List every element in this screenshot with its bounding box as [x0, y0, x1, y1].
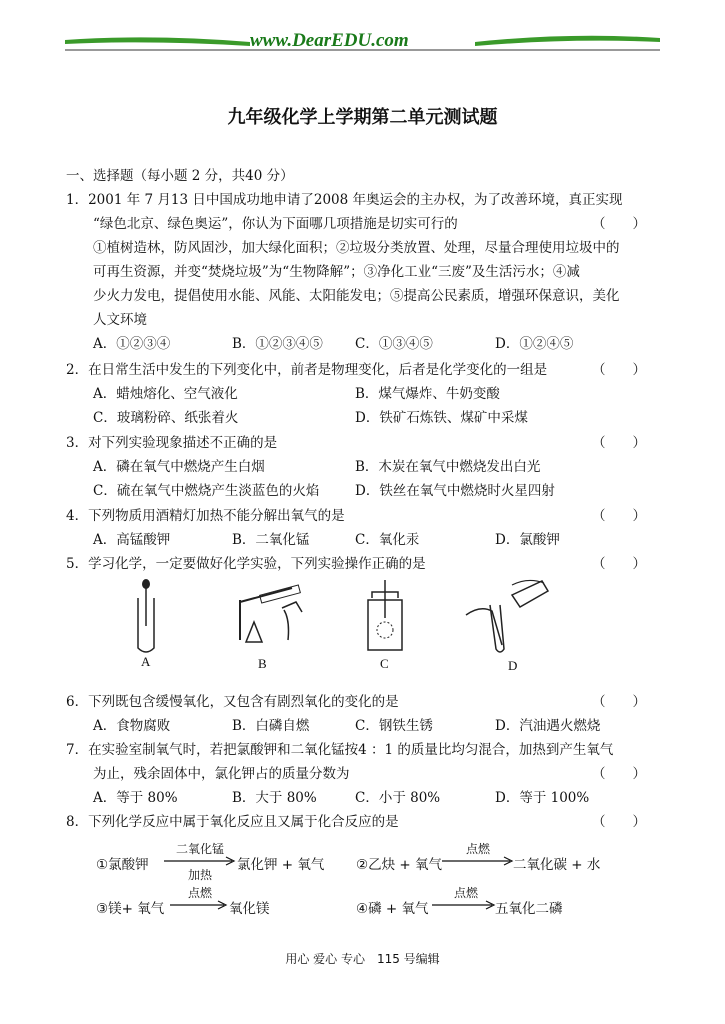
option-c: C．①③④⑤	[355, 336, 433, 352]
q7-line: 7．在实验室制氧气时，若把氯酸钾和二氧化锰按4 ：1 的质量比均匀混合，加热到产生氧气	[66, 742, 614, 758]
reaction-1-products: 氯化钾 + 氧气	[237, 857, 325, 873]
q1-line: ①植树造林，防风固沙，加大绿化面积；②垃圾分类放置、处理，尽量合理使用垃圾中的	[93, 240, 620, 256]
answer-blank: （ ）	[592, 362, 646, 378]
option-d: D．铁丝在氧气中燃烧时火星四射	[355, 483, 555, 499]
option-c: C．玻璃粉碎、纸张着火	[93, 410, 239, 426]
option-b: B．白磷自燃	[232, 718, 310, 734]
option-b: B．木炭在氧气中燃烧发出白光	[355, 459, 541, 475]
figure-label: A	[141, 654, 151, 669]
option-d: D．①②④⑤	[495, 336, 574, 352]
figure-b-heating-illustration	[232, 580, 312, 650]
figure-label: C	[380, 656, 389, 671]
reaction-3-products: 氧化镁	[229, 901, 270, 917]
option-c: C．小于 80%	[355, 790, 441, 806]
option-c: C．钢铁生锈	[355, 718, 433, 734]
figure-d-pouring-illustration	[462, 575, 552, 655]
option-b: B．①②③④⑤	[232, 336, 323, 352]
reaction-2-products: 二氧化碳 + 水	[513, 857, 601, 873]
section-heading: 一、选择题（每小题 2 分，共40 分）	[66, 168, 294, 184]
reaction-1-reactants: ①氯酸钾	[96, 857, 149, 873]
reaction-arrow-icon	[442, 856, 514, 866]
q6-stem: 6．下列既包含缓慢氧化，又包含有剧烈氧化的变化的是	[66, 694, 399, 710]
option-d: D．汽油遇火燃烧	[495, 718, 601, 734]
q1-line: “绿色北京、绿色奥运”，你认为下面哪几项措施是切实可行的	[93, 216, 458, 232]
reaction-2-condition-top: 点燃	[465, 842, 490, 856]
option-c: C．氧化汞	[355, 532, 420, 548]
option-d: D．铁矿石炼铁、煤矿中采煤	[355, 410, 528, 426]
option-a: A．等于 80%	[93, 790, 178, 806]
reaction-3-condition-top: 点燃	[187, 886, 212, 900]
option-a: A．食物腐败	[93, 718, 171, 734]
q3-stem: 3．对下列实验现象描述不正确的是	[66, 435, 278, 451]
figure-a-dropper-illustration	[128, 578, 164, 656]
answer-blank: （ ）	[592, 556, 646, 572]
option-b: B．大于 80%	[232, 790, 317, 806]
reaction-4-products: 五氧化二磷	[495, 901, 563, 917]
q1-line: 少火力发电，提倡使用水能、风能、太阳能发电；⑤提高公民素质，增强环保意识，美化	[93, 288, 620, 304]
q5-stem: 5．学习化学，一定要做好化学实验，下列实验操作正确的是	[66, 556, 426, 572]
footer: 用心 爱心 专心 115 号编辑	[285, 952, 440, 966]
reaction-3-reactants: ③镁+ 氧气	[96, 901, 165, 917]
reaction-4-condition-top: 点燃	[453, 886, 478, 900]
q1-line: 可再生资源，并变“焚烧垃圾”为“生物降解”；③净化工业“三废”及生活污水；④减	[93, 264, 580, 280]
option-a: A．磷在氧气中燃烧产生白烟	[93, 459, 265, 475]
option-d: D．氯酸钾	[495, 532, 560, 548]
reaction-arrow-icon	[170, 900, 228, 910]
q4-stem: 4．下列物质用酒精灯加热不能分解出氧气的是	[66, 508, 345, 524]
reaction-2-reactants: ②乙炔 + 氧气	[356, 857, 442, 873]
option-a: A．蜡烛熔化、空气液化	[93, 386, 238, 402]
q1-line: 人文环境	[93, 312, 147, 328]
option-a: A．①②③④	[93, 336, 171, 352]
answer-blank: （ ）	[592, 766, 646, 782]
option-d: D．等于 100%	[495, 790, 590, 806]
page-title: 九年级化学上学期第二单元测试题	[227, 107, 498, 128]
answer-blank: （ ）	[592, 694, 646, 710]
option-b: B．二氧化锰	[232, 532, 310, 548]
q1-line: 1．2001 年 7 月13 日中国成功地申请了2008 年奥运会的主办权，为了改善环境，真正实现	[66, 192, 623, 208]
option-a: A．高锰酸钾	[93, 532, 171, 548]
option-b: B．煤气爆炸、牛奶变酸	[355, 386, 500, 402]
q8-stem: 8．下列化学反应中属于氧化反应且又属于化合反应的是	[66, 814, 399, 830]
q7-line: 为止，残余固体中，氯化钾占的质量分数为	[93, 766, 350, 782]
answer-blank: （ ）	[592, 435, 646, 451]
figure-label: D	[508, 658, 518, 673]
reaction-arrow-icon	[164, 856, 236, 866]
reaction-1-condition-bottom: 加热	[187, 868, 212, 882]
figure-label: B	[258, 656, 267, 671]
site-logo: www.DearEDU.com	[250, 30, 409, 51]
answer-blank: （ ）	[592, 216, 646, 232]
q2-stem: 2．在日常生活中发生的下列变化中，前者是物理变化，后者是化学变化的一组是	[66, 362, 548, 378]
answer-blank: （ ）	[592, 814, 646, 830]
answer-blank: （ ）	[592, 508, 646, 524]
reaction-arrow-icon	[432, 900, 496, 910]
figure-c-gas-jar-illustration	[360, 578, 410, 654]
option-c: C．硫在氧气中燃烧产生淡蓝色的火焰	[93, 483, 320, 499]
reaction-1-condition-top: 二氧化锰	[175, 842, 224, 856]
reaction-4-reactants: ④磷 + 氧气	[356, 901, 429, 917]
